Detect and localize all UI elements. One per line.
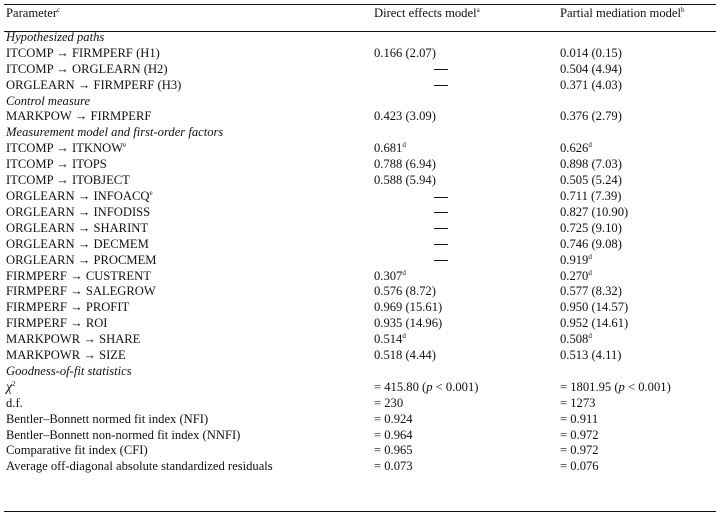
parameter-cell: Average off-diagonal absolute standardized residuals xyxy=(6,459,273,474)
direct-effects-cell xyxy=(374,205,560,221)
table-row xyxy=(6,332,714,348)
not-estimated-dash xyxy=(434,212,448,213)
partial-mediation-cell: 0.513 (4.11) xyxy=(560,348,622,363)
parameter-cell: ITCOMP → ORGLEARN (H2) xyxy=(6,61,168,76)
partial-mediation-cell: = 0.911 xyxy=(560,411,599,426)
arrow-icon: → xyxy=(70,316,83,331)
table-row xyxy=(6,300,714,316)
direct-effects-cell: 0.588 (5.94) xyxy=(374,173,436,188)
parameter-cell: ITCOMP → ITKNOW$^e$ xyxy=(6,141,127,156)
partial-mediation-cell: 0.270$^d$ xyxy=(560,268,592,283)
partial-mediation-cell: 0.725 (9.10) xyxy=(560,220,622,235)
direct-effects-cell xyxy=(374,221,560,237)
section-title: Measurement model and first-order factors xyxy=(6,125,224,140)
table-header-row xyxy=(6,6,714,22)
partial-mediation-cell: 0.508$^d$ xyxy=(560,331,592,347)
table-row xyxy=(6,221,714,237)
arrow-icon: → xyxy=(77,188,91,203)
partial-mediation-cell: 0.505 (5.24) xyxy=(560,173,622,188)
table-row xyxy=(6,205,714,221)
arrow-icon: → xyxy=(77,220,91,235)
direct-effects-cell xyxy=(374,253,560,269)
arrow-icon: → xyxy=(83,332,96,347)
header-parameter: Parameter$^c$ xyxy=(6,5,61,20)
direct-effects-cell: 0.935 (14.96) xyxy=(374,316,443,331)
parameter-cell: ORGLEARN → INFODISS xyxy=(6,204,151,219)
table-row xyxy=(6,412,714,428)
parameter-cell: Comparative fit index (CFI) xyxy=(6,443,148,458)
parameter-cell: Bentler–Bonnett normed fit index (NFI) xyxy=(6,411,209,426)
direct-effects-cell: = 0.965 xyxy=(374,443,413,458)
parameter-cell: $\chi^2$ xyxy=(6,379,16,395)
direct-effects-cell: = 0.073 xyxy=(374,459,413,474)
arrow-icon: → xyxy=(77,252,91,267)
not-estimated-dash xyxy=(434,228,448,229)
table-row xyxy=(6,348,714,364)
table-row xyxy=(6,189,714,205)
header-direct-effects: Direct effects model$^a$ xyxy=(374,5,480,20)
parameter-cell: FIRMPERF → SALEGROW xyxy=(6,284,156,299)
partial-mediation-cell: 0.827 (10.90) xyxy=(560,204,629,219)
section-heading-row xyxy=(6,364,714,380)
header-partial-mediation: Partial mediation model$^b$ xyxy=(560,5,685,20)
table-row xyxy=(6,316,714,332)
arrow-icon: → xyxy=(77,204,91,219)
arrow-icon: → xyxy=(83,348,96,363)
arrow-icon: → xyxy=(74,109,88,124)
direct-effects-cell: 0.681$^d$ xyxy=(374,141,406,156)
parameter-cell: d.f. xyxy=(6,395,23,410)
table-row xyxy=(6,78,714,94)
arrow-icon: → xyxy=(56,141,69,156)
partial-mediation-cell: = 0.972 xyxy=(560,443,599,458)
table-row xyxy=(6,157,714,173)
not-estimated-dash xyxy=(434,244,448,245)
direct-effects-cell: 0.423 (3.09) xyxy=(374,109,436,124)
partial-mediation-cell: 0.919$^d$ xyxy=(560,252,592,267)
parameter-cell: FIRMPERF → CUSTRENT xyxy=(6,268,151,283)
not-estimated-dash xyxy=(434,260,448,261)
direct-effects-cell: = 415.80 (p < 0.001) xyxy=(374,379,479,394)
parameter-cell: ORGLEARN → PROCMEM xyxy=(6,252,157,267)
parameter-cell: ITCOMP → ITOPS xyxy=(6,157,107,172)
table-row xyxy=(6,141,714,157)
parameter-cell: ORGLEARN → DECMEM xyxy=(6,236,149,251)
partial-mediation-cell: 0.952 (14.61) xyxy=(560,316,629,331)
partial-mediation-cell: 0.371 (4.03) xyxy=(560,77,622,92)
table-row xyxy=(6,443,714,459)
section-heading-row xyxy=(6,30,714,46)
parameter-cell: ORGLEARN → INFOACQ$^e$ xyxy=(6,188,153,203)
partial-mediation-cell: 0.950 (14.57) xyxy=(560,300,629,315)
arrow-icon: → xyxy=(77,77,91,92)
table-row xyxy=(6,459,714,475)
not-estimated-dash xyxy=(434,69,448,70)
table-row xyxy=(6,62,714,78)
partial-mediation-cell: 0.014 (0.15) xyxy=(560,45,622,60)
top-rule xyxy=(4,4,716,5)
partial-mediation-cell: = 0.972 xyxy=(560,427,599,442)
parameter-cell: ITCOMP → ITOBJECT xyxy=(6,173,130,188)
partial-mediation-cell: 0.711 (7.39) xyxy=(560,188,622,203)
direct-effects-cell: 0.788 (6.94) xyxy=(374,157,436,172)
table-row xyxy=(6,253,714,269)
arrow-icon: → xyxy=(56,173,69,188)
arrow-icon: → xyxy=(70,284,83,299)
parameter-cell: Bentler–Bonnett non-normed fit index (NNFI) xyxy=(6,427,241,442)
parameter-cell: ORGLEARN → SHARINT xyxy=(6,220,149,235)
direct-effects-cell: = 0.924 xyxy=(374,411,413,426)
direct-effects-cell: 0.307$^d$ xyxy=(374,268,406,283)
partial-mediation-cell: 0.626$^d$ xyxy=(560,141,592,156)
not-estimated-dash xyxy=(434,85,448,86)
table-row xyxy=(6,380,714,396)
arrow-icon: → xyxy=(77,236,91,251)
direct-effects-cell: 0.514$^d$ xyxy=(374,331,406,347)
table-row xyxy=(6,428,714,444)
results-table xyxy=(6,6,714,475)
direct-effects-cell: = 0.964 xyxy=(374,427,413,442)
partial-mediation-cell: = 0.076 xyxy=(560,459,599,474)
parameter-cell: ORGLEARN → FIRMPERF (H3) xyxy=(6,77,182,92)
partial-mediation-cell: 0.376 (2.79) xyxy=(560,109,622,124)
parameter-cell: ITCOMP → FIRMPERF (H1) xyxy=(6,45,160,60)
section-title: Goodness-of-fit statistics xyxy=(6,363,132,378)
table-body xyxy=(6,30,714,475)
parameter-cell: FIRMPERF → ROI xyxy=(6,316,108,331)
partial-mediation-cell: 0.504 (4.94) xyxy=(560,61,622,76)
table-row xyxy=(6,284,714,300)
partial-mediation-cell: 0.577 (8.32) xyxy=(560,284,622,299)
partial-mediation-cell: 0.898 (7.03) xyxy=(560,157,622,172)
table-row xyxy=(6,269,714,285)
table-row xyxy=(6,396,714,412)
bottom-rule xyxy=(4,511,716,512)
direct-effects-cell xyxy=(374,189,560,205)
direct-effects-cell: 0.969 (15.61) xyxy=(374,300,443,315)
table-row xyxy=(6,109,714,125)
partial-mediation-cell: = 1801.95 (p < 0.001) xyxy=(560,379,671,394)
parameter-cell: MARKPOW → FIRMPERF xyxy=(6,109,152,124)
parameter-cell: MARKPOWR → SIZE xyxy=(6,348,126,363)
partial-mediation-cell: 0.746 (9.08) xyxy=(560,236,622,251)
section-heading-row xyxy=(6,125,714,141)
not-estimated-dash xyxy=(434,197,448,198)
direct-effects-cell: 0.166 (2.07) xyxy=(374,45,436,60)
arrow-icon: → xyxy=(56,61,69,76)
arrow-icon: → xyxy=(56,157,69,172)
direct-effects-cell xyxy=(374,62,560,78)
direct-effects-cell xyxy=(374,78,560,94)
arrow-icon: → xyxy=(70,300,83,315)
section-title: Hypothesized paths xyxy=(6,29,105,44)
section-heading-row xyxy=(6,94,714,110)
table-row xyxy=(6,46,714,62)
partial-mediation-cell: = 1273 xyxy=(560,395,596,410)
parameter-cell: MARKPOWR → SHARE xyxy=(6,332,141,347)
direct-effects-cell: 0.576 (8.72) xyxy=(374,284,436,299)
section-title: Control measure xyxy=(6,93,91,108)
table-row xyxy=(6,237,714,253)
direct-effects-cell: 0.518 (4.44) xyxy=(374,348,436,363)
table-row xyxy=(6,173,714,189)
direct-effects-cell xyxy=(374,237,560,253)
parameter-cell: FIRMPERF → PROFIT xyxy=(6,300,130,315)
direct-effects-cell: = 230 xyxy=(374,395,404,410)
arrow-icon: → xyxy=(70,268,83,283)
arrow-icon: → xyxy=(56,45,69,60)
